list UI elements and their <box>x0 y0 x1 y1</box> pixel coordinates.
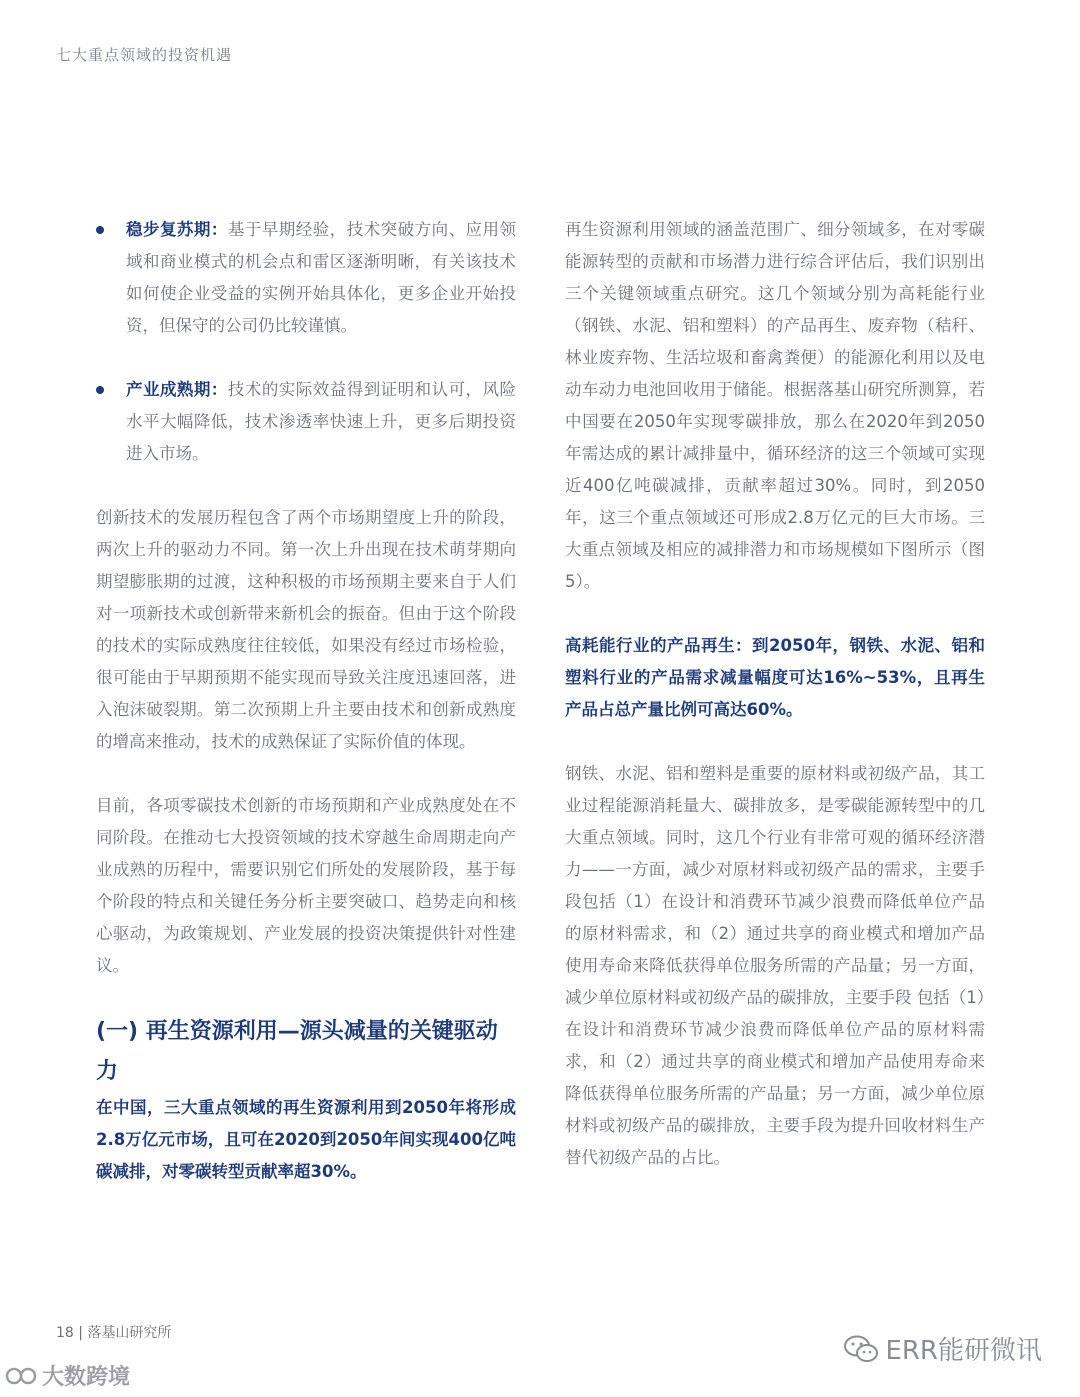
left-column <box>96 214 516 1188</box>
watermark-brand <box>4 1360 130 1391</box>
page-footer: 18 | 落基山研究所 <box>56 1325 172 1341</box>
bullet-term: 稳步复苏期： <box>126 220 228 239</box>
bullet-text: 技术的实际效益得到证明和认可，风险水平大幅降低，技术渗透率快速上升，更多后期投资进入市场。 <box>126 380 517 463</box>
section-lead: 在中国，三大重点领域的再生资源利用到2050年将形成2.8万亿元市场，且可在2020到2050年间实现400亿吨碳减排，对零碳转型贡献率超30%。 <box>96 1098 516 1181</box>
watermark-text: ERR能研微讯 <box>885 1336 1042 1366</box>
watermark-text: 大数跨境 <box>42 1365 131 1390</box>
highlight-paragraph: 高耗能行业的产品再生：到2050年，钢铁、水泥、铝和塑料行业的产品需求减量幅度可达16%~53%，且再生产品占总产量比例可高达60%。 <box>565 636 985 719</box>
bullet-item <box>96 374 516 470</box>
wechat-icon <box>843 1334 879 1364</box>
right-column <box>565 214 985 1174</box>
body-paragraph: 创新技术的发展历程包含了两个市场期望度上升的阶段，两次上升的驱动力不同。第一次上升出现在技术萌芽期向期望膨胀期的过渡，这种积极的市场预期主要来自于人们对一项新技术或创新带来新机会的振奋。但由于这个阶段的技术的实际成熟度往往较低，如果没有经过市场检验，很可能由于早期预期不能实现而导致关注度迅速回落，进入泡沫破裂期。第二次预期上升主要由技术和创新成熟度的增高来推动，技术的成熟保证了实际价值的体现。 <box>96 508 516 751</box>
brand-logo-icon <box>4 1363 38 1389</box>
running-header: 七大重点领域的投资机遇 <box>56 46 233 64</box>
bullet-text: 基于早期经验，技术突破方向、应用领域和商业模式的机会点和雷区逐渐明晰，有关该技术如何使企业受益的实例开始具体化，更多企业开始投资，但保守的公司仍比较谨慎。 <box>126 220 517 335</box>
bullet-dot-icon <box>96 386 104 394</box>
bullet-dot-icon <box>96 226 104 234</box>
section-heading: (一) 再生资源利用—源头减量的关键驱动力 <box>96 1019 498 1084</box>
bullet-term: 产业成熟期： <box>126 380 228 399</box>
watermark-wechat <box>843 1330 1042 1367</box>
body-paragraph: 钢铁、水泥、铝和塑料是重要的原材料或初级产品，其工业过程能源消耗量大、碳排放多，是零碳能源转型中的几大重点领域。同时，这几个行业有非常可观的循环经济潜力——一方面，减少对原材料或初级产品的需求，主要手段包括（1）在设计和消费环节减少浪费而降低单位产品的原材料需求，和（2）通过共享的商业模式和增加产品使用寿命来降低获得单位服务所需的产品量；另一方面，减少单位原材料或初级产品的碳排放，主要手段 包括（1）在设计和消费环节减少浪费而降低单位产品的原材料需求，和（2）通过共享的商业模式和增加产品使用寿命来降低获得单位服务所需的产品量；另一方面，减少单位原材料或初级产品的碳排放，主要手段为提升回收材料生产替代初级产品的占比。 <box>565 764 985 1167</box>
body-paragraph: 目前，各项零碳技术创新的市场预期和产业成熟度处在不同阶段。在推动七大投资领域的技术穿越生命周期走向产业成熟的历程中，需要识别它们所处的发展阶段，基于每个阶段的特点和关键任务分析主要突破口、趋势走向和核心驱动，为政策规划、产业发展的投资决策提供针对性建议。 <box>96 796 516 975</box>
body-paragraph: 再生资源利用领域的涵盖范围广、细分领域多，在对零碳能源转型的贡献和市场潜力进行综合评估后，我们识别出三个关键领域重点研究。这几个领域分别为高耗能行业（钢铁、水泥、铝和塑料）的产品再生、废弃物（秸秆、林业废弃物、生活垃圾和畜禽粪便）的能源化利用以及电动车动力电池回收用于储能。根据落基山研究所测算，若中国要在2050年实现零碳排放，那么在2020年到2050年需达成的累计减排量中，循环经济的这三个领域可实现近400亿吨碳减排，贡献率超过30%。同时，到2050年，这三个重点领域还可形成2.8万亿元的巨大市场。三大重点领域及相应的减排潜力和市场规模如下图所示（图 5）。 <box>565 220 985 591</box>
bullet-item <box>96 214 516 342</box>
